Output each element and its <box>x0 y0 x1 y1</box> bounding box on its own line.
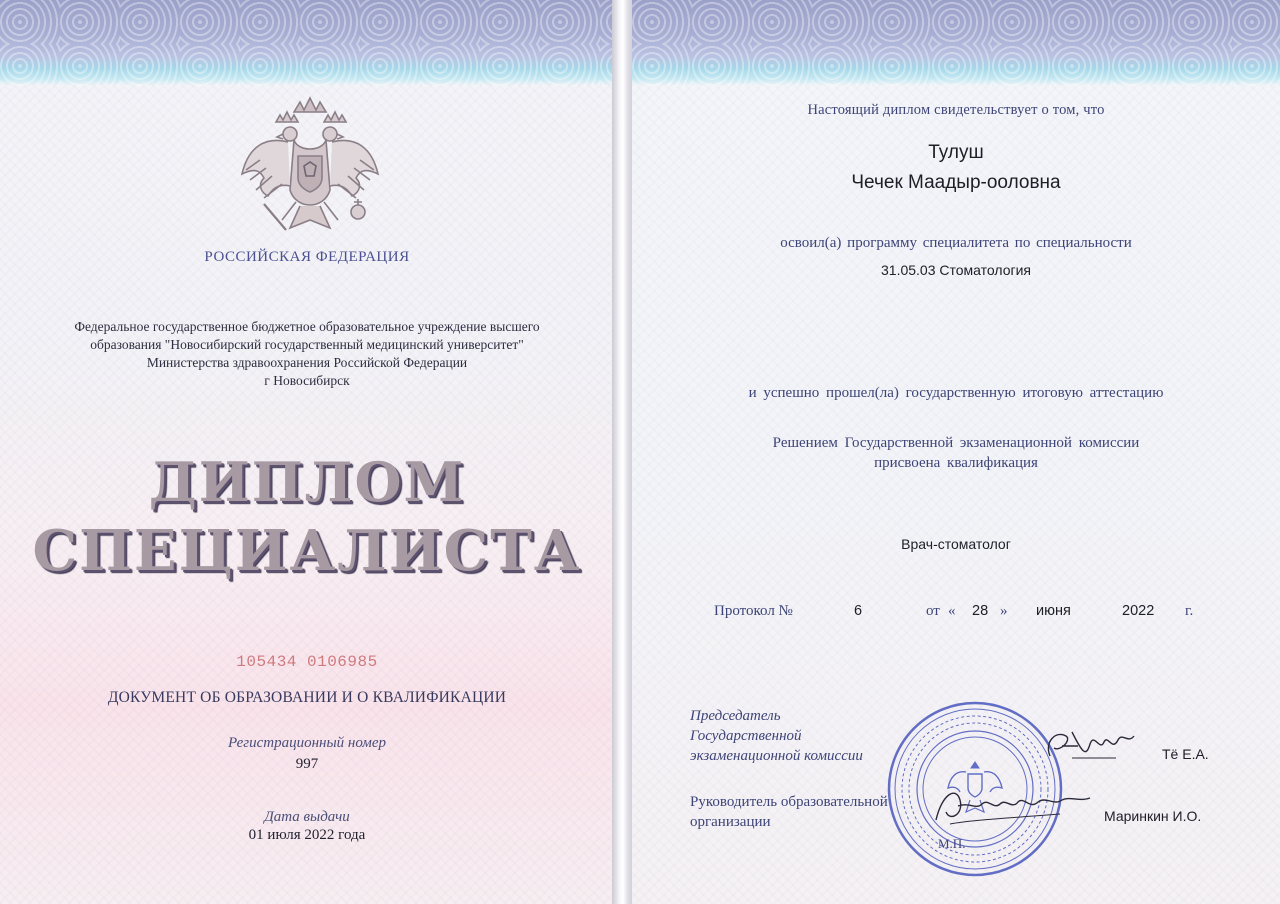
right-page <box>632 0 1280 904</box>
diploma-title-line1: ДИПЛОМ <box>148 450 466 514</box>
protocol-from-text: от <box>926 603 940 619</box>
protocol-close-quote-text: » <box>1000 603 1008 619</box>
protocol-year-suffix <box>1185 603 1193 620</box>
protocol-open-quote <box>948 603 956 620</box>
left-page <box>0 0 614 904</box>
institution-block <box>0 318 614 390</box>
serial-number: 105434 0106985 <box>236 653 378 671</box>
decorative-band-right <box>632 0 1280 86</box>
institution-line: Федеральное государственное бюджетное образовательное учреждение высшего <box>74 319 540 334</box>
chair-label-line: Председатель <box>690 708 781 724</box>
graduate-surname: Тулуш <box>928 142 984 163</box>
country-name: РОССИЙСКАЯ ФЕДЕРАЦИЯ <box>204 249 410 265</box>
specialty: 31.05.03 Стоматология <box>881 262 1031 278</box>
institution-line: г Новосибирск <box>264 373 350 388</box>
head-label <box>690 792 888 832</box>
issue-date-label: Дата выдачи <box>264 809 350 825</box>
intro-text: Настоящий диплом свидетельствует о том, что <box>807 102 1105 118</box>
head-label-line: Руководитель образовательной <box>690 794 888 810</box>
protocol-year-value: 2022 <box>1122 603 1155 619</box>
graduate-given-names: Чечек Маадыр-ооловна <box>851 172 1061 193</box>
coat-of-arms-icon <box>234 92 386 242</box>
institution-line: Министерства здравоохранения Российской Федерации <box>146 355 468 370</box>
chair-name: Тё Е.А. <box>1162 746 1209 762</box>
protocol-year-suffix-text: г. <box>1185 603 1194 619</box>
chair-label-line: экзаменационной комиссии <box>690 748 863 764</box>
issue-date: 01 июля 2022 года <box>248 827 366 843</box>
protocol-day-value: 28 <box>972 603 989 619</box>
protocol-label <box>714 603 793 620</box>
chair-signature <box>1042 722 1142 770</box>
protocol-open-quote-text: « <box>948 603 956 619</box>
institution-line: образования "Новосибирский государственный медицинский университет" <box>90 337 524 352</box>
registration-label: Регистрационный номер <box>227 735 386 751</box>
protocol-month-value: июня <box>1036 603 1071 619</box>
protocol-day <box>972 603 988 620</box>
protocol-number <box>854 603 862 620</box>
protocol-label-text: Протокол № <box>714 603 793 619</box>
diploma-title-line2: СПЕЦИАЛИСТА <box>32 518 582 584</box>
qualification: Врач-стоматолог <box>901 536 1011 552</box>
commission-decision-line: Решением Государственной экзаменационной комиссии <box>772 435 1140 451</box>
protocol-number-value: 6 <box>854 603 863 619</box>
chair-label-line: Государственной <box>690 728 802 744</box>
document-type: ДОКУМЕНТ ОБ ОБРАЗОВАНИИ И О КВАЛИФИКАЦИИ <box>107 689 507 706</box>
protocol-month <box>1036 603 1071 620</box>
protocol-from <box>926 603 940 620</box>
head-label-line: организации <box>690 814 771 830</box>
protocol-year <box>1122 603 1154 620</box>
registration-number: 997 <box>295 756 319 772</box>
chair-label <box>690 706 863 766</box>
program-statement: освоил(а) программу специалитета по специальности <box>780 235 1132 251</box>
attestation-statement: и успешно прошел(ла) государственную итоговую аттестацию <box>748 385 1164 401</box>
seal-place-mark: М.П. <box>938 836 966 851</box>
commission-decision-line: присвоена квалификация <box>874 455 1038 471</box>
protocol-close-quote <box>1000 603 1008 620</box>
head-signature <box>930 780 1098 836</box>
head-name: Маринкин И.О. <box>1104 808 1202 824</box>
decorative-band-left <box>0 0 614 86</box>
book-spine <box>612 0 634 904</box>
commission-decision <box>632 433 1280 473</box>
